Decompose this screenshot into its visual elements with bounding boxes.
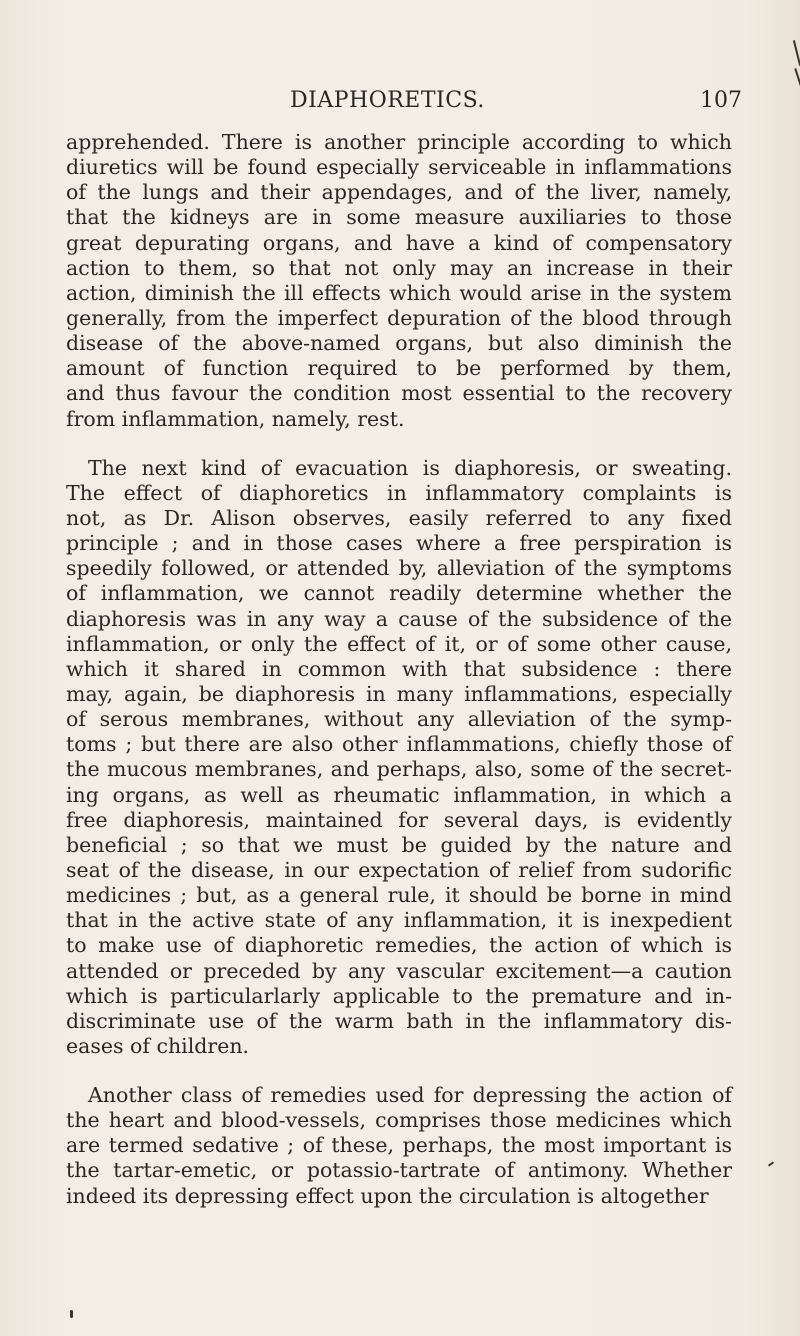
text-line: the tartar-emetic, or potassio-tartrate of antimony. Whether <box>66 1158 732 1183</box>
paragraph <box>66 456 732 1059</box>
text-line: which it shared in common with that subsidence : there <box>66 656 732 681</box>
text-line: indeed its depressing effect upon the circulation is altogether <box>66 1183 709 1208</box>
paragraph <box>66 130 732 432</box>
text-line: action, diminish the ill effects which would arise in the system <box>66 280 732 305</box>
text-line: inflammation, or only the effect of it, or of some other cause, <box>66 631 732 656</box>
text-line: which is particularlarly applicable to the premature and in- <box>66 983 732 1008</box>
text-line: and thus favour the condition most essential to the recovery <box>66 381 732 406</box>
text-line: generally, from the imperfect depuration of the blood through <box>66 305 732 330</box>
text-line: may, again, be diaphoresis in many inflammations, especially <box>66 681 732 706</box>
page-edge-mark <box>794 68 800 86</box>
body-text <box>66 130 732 1233</box>
page-edge-mark <box>793 40 800 66</box>
text-line: disease of the above-named organs, but also diminish the <box>66 331 732 356</box>
text-line: apprehended. There is another principle according to which <box>66 130 732 154</box>
text-line: the mucous membranes, and perhaps, also, some of the secret- <box>66 757 732 782</box>
page-edge-mark <box>768 1161 774 1166</box>
text-line: discriminate use of the warm bath in the inflammatory dis- <box>66 1008 732 1033</box>
running-head <box>0 88 800 118</box>
text-line: to make use of diaphoretic remedies, the action of which is <box>66 933 732 958</box>
text-line: free diaphoresis, maintained for several days, is evidently <box>66 807 732 832</box>
text-line: principle ; and in those cases where a free perspiration is <box>66 531 732 556</box>
text-line: of inflammation, we cannot readily determine whether the <box>66 581 732 606</box>
text-line: that in the active state of any inflammation, it is inexpedient <box>66 908 732 933</box>
ink-speck <box>70 1310 73 1318</box>
running-head-title: DIAPHORETICS. <box>290 88 485 113</box>
text-line: toms ; but there are also other inflammations, chiefly those of <box>66 732 732 757</box>
text-line: not, as Dr. Alison observes, easily referred to any fixed <box>66 505 732 530</box>
text-line: that the kidneys are in some measure auxiliaries to those <box>66 205 732 230</box>
paragraph <box>66 1083 732 1209</box>
text-line: seat of the disease, in our expectation of relief from sudorific <box>66 857 732 882</box>
text-line: the heart and blood-vessels, comprises those medicines which <box>66 1108 732 1133</box>
text-line: are termed sedative ; of these, perhaps, the most important is <box>66 1133 732 1158</box>
text-line: amount of function required to be performed by them, <box>66 356 732 381</box>
text-line: ing organs, as well as rheumatic inflammation, in which a <box>66 782 732 807</box>
text-line: diaphoresis was in any way a cause of the subsidence of the <box>66 606 732 631</box>
text-line: action to them, so that not only may an increase in their <box>66 255 732 280</box>
text-line: diuretics will be found especially serviceable in inflammations <box>66 155 732 180</box>
page-number: 107 <box>700 88 742 113</box>
text-line: The next kind of evacuation is diaphoresis, or sweating. <box>88 455 732 480</box>
text-line: eases of children. <box>66 1033 250 1058</box>
text-line: from inflammation, namely, rest. <box>66 406 405 431</box>
text-line: Another class of remedies used for depressing the action of <box>88 1083 732 1108</box>
text-line: The effect of diaphoretics in inflammatory complaints is <box>66 480 732 505</box>
text-line: beneficial ; so that we must be guided by the nature and <box>66 832 732 857</box>
text-line: of the lungs and their appendages, and of the liver, namely, <box>66 180 732 205</box>
text-line: medicines ; but, as a general rule, it should be borne in mind <box>66 883 732 908</box>
text-line: great depurating organs, and have a kind of compensatory <box>66 230 732 255</box>
text-line: attended or preceded by any vascular excitement—a caution <box>66 958 732 983</box>
text-line: of serous membranes, without any alleviation of the symp- <box>66 707 732 732</box>
text-line: speedily followed, or attended by, alleviation of the symptoms <box>66 556 732 581</box>
